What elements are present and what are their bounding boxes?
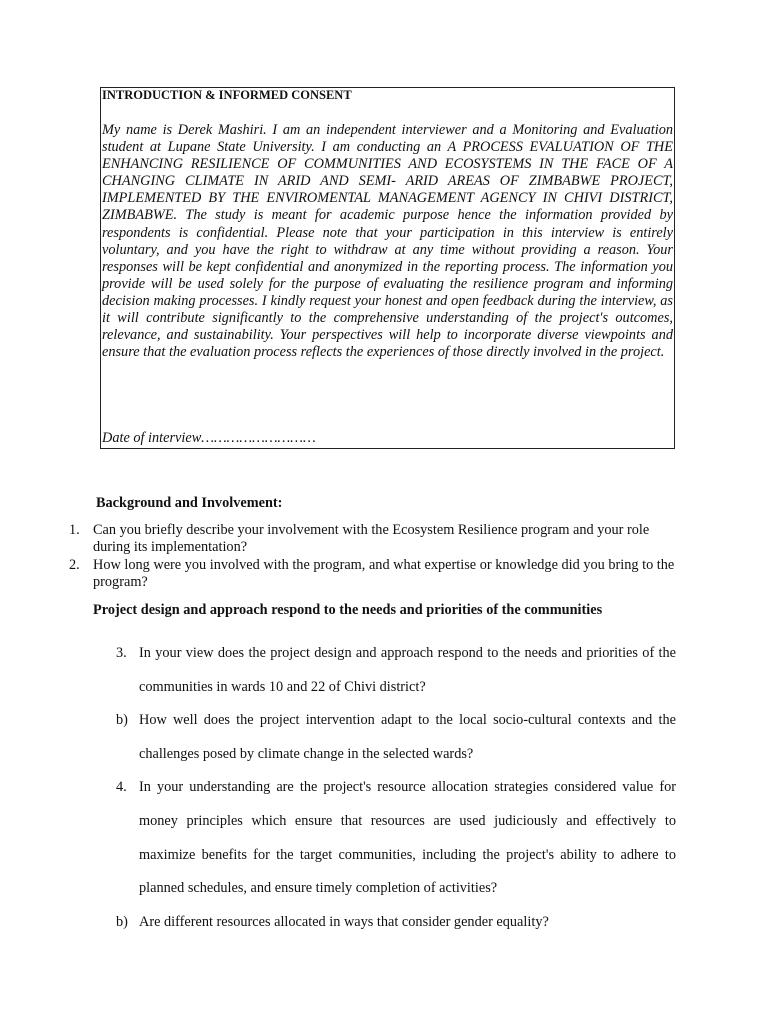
list-item [64, 522, 678, 557]
list-item [110, 906, 676, 940]
question-number: b) [116, 913, 128, 930]
question-text: How long were you involved with the program, and what expertise or knowledge did you bring to the program? [93, 556, 675, 591]
question-text: In your understanding are the project's resource allocation strategies considered value for money principles which ensure that resources are used judiciously and effectively to maximize benefits for the target communities, including the project's ability to adhere to planned schedules, and ensure timely completion of activities? [139, 779, 676, 897]
informed-consent-box [100, 87, 675, 449]
background-question-list [64, 522, 678, 592]
list-item [110, 771, 676, 905]
background-heading: Background and Involvement: [96, 495, 283, 511]
question-text: In your view does the project design and approach respond to the needs and priorities of the communities in wards 10 and 22 of Chivi district? [139, 645, 676, 695]
list-item [64, 557, 678, 592]
question-text: Are different resources allocated in ways that consider gender equality? [139, 913, 549, 930]
question-number: 4. [116, 779, 127, 796]
consent-paragraph: My name is Derek Mashiri. I am an independent interviewer and a Monitoring and Evaluation student at Lupane State University. I am conducting an A PROCESS EVALUATION OF THE ENHANCING RESILIENCE OF COMMUNITIES AND ECOSYSTEMS IN THE FACE OF A CHANGING CLIMATE IN ARID AND SEMI- ARID AREAS OF ZIMBABWE PROJECT, IMPLEMENTED BY THE ENVIROMENTAL MANAGEMENT AGENCY IN CHIVI DISTRICT, ZIMBABWE. The study is meant for academic purpose hence the information provided by respondents is confidential. Please note that your participation in this interview is entirely voluntary, and you have the right to withdraw at any time without providing a reason. Your responses will be kept confidential and anonymized in the reporting process. The information you provide will be used solely for the purpose of evaluating the resilience program and informing decision making processes. I kindly request your honest and open feedback during the interview, as it will contribute significantly to the comprehensive understanding of the project's outcomes, relevance, and sustainability. Your perspectives will help to incorporate diverse viewpoints and ensure that the evaluation process reflects the experiences of those directly involved in the project. [102, 122, 673, 361]
question-number: 3. [116, 645, 127, 661]
consent-title: INTRODUCTION & INFORMED CONSENT [102, 88, 352, 102]
question-text: How well does the project intervention adapt to the local socio-cultural contexts and the challenges posed by climate change in the selected wards? [139, 712, 676, 762]
list-item [110, 704, 676, 771]
design-question-list [110, 637, 676, 939]
question-text: Can you briefly describe your involvement with the Ecosystem Resilience program and your role during its implementation? [93, 522, 650, 556]
list-item [110, 637, 676, 704]
interview-date-line: Date of interview……………………… [102, 430, 316, 446]
question-number: 2. [69, 556, 80, 573]
design-heading: Project design and approach respond to the needs and priorities of the communities [93, 602, 603, 618]
question-number: b) [116, 712, 128, 729]
question-number: 1. [69, 522, 80, 538]
